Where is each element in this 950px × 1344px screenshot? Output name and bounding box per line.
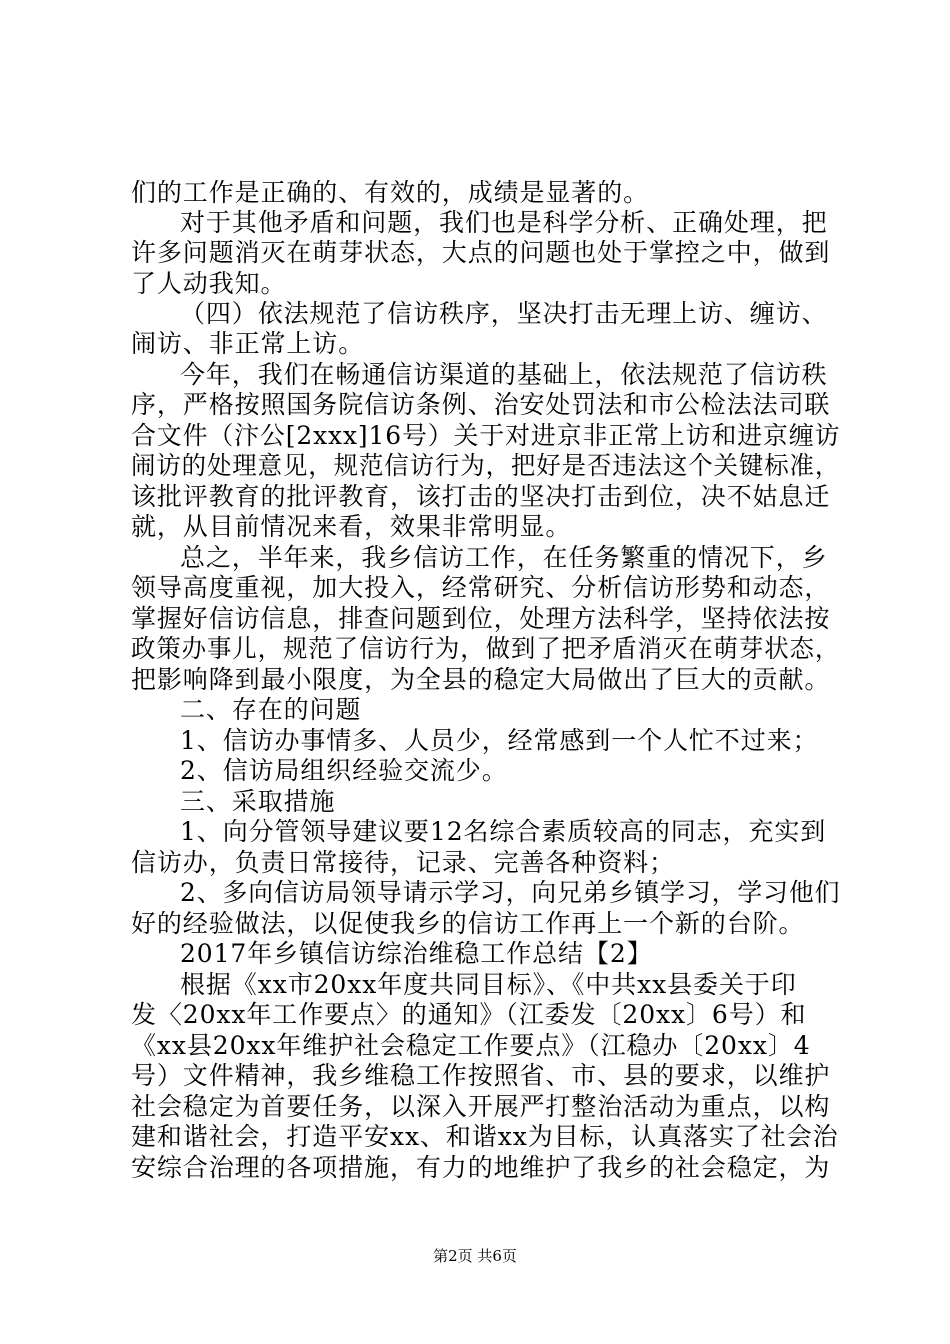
body-text-line: 领导高度重视，加大投入，经常研究、分析信访形势和动态，	[131, 573, 831, 602]
body-text-line: 政策办事儿，规范了信访行为，做到了把矛盾消灭在萌芽状态，	[131, 634, 841, 663]
body-text-line: 了人动我知。	[131, 269, 287, 298]
body-text-line: 闹访、非正常上访。	[131, 329, 365, 358]
body-text-line: 发〈20xx年工作要点〉的通知》（江委发〔20xx〕6号）和	[131, 1000, 807, 1029]
list-item: 1、向分管领导建议要12名综合素质较高的同志，充实到	[180, 817, 827, 846]
body-text-line: 总之，半年来，我乡信访工作，在任务繁重的情况下，乡	[180, 543, 828, 572]
body-text-line: 根据《xx市20xx年度共同目标》、《中共xx县委关于印	[180, 970, 797, 999]
section-heading: 三、采取措施	[180, 787, 336, 816]
body-text-line: 该批评教育的批评教育，该打击的坚决打击到位，决不姑息迁	[131, 482, 831, 511]
body-text-line: 好的经验做法，以促使我乡的信访工作再上一个新的台阶。	[131, 909, 805, 938]
body-text-line: 号）文件精神，我乡维稳工作按照省、市、县的要求，以维护	[131, 1061, 831, 1090]
body-text-line: 们的工作是正确的、有效的，成绩是显著的。	[131, 178, 650, 207]
body-text-line: 把影响降到最小限度，为全县的稳定大局做出了巨大的贡献。	[131, 665, 831, 694]
document-subtitle: 2017年乡镇信访综治维稳工作总结【2】	[180, 939, 653, 968]
body-text-line: 安综合治理的各项措施，有力的地维护了我乡的社会稳定，为	[131, 1153, 831, 1182]
body-text-line: 对于其他矛盾和问题，我们也是科学分析、正确处理，把	[180, 208, 828, 237]
body-text-line: 就，从目前情况来看，效果非常明显。	[131, 512, 572, 541]
list-item: 2、信访局组织经验交流少。	[180, 756, 508, 785]
body-text-line: 今年，我们在畅通信访渠道的基础上，依法规范了信访秩	[180, 360, 828, 389]
body-text-line: 信访办，负责日常接待，记录、完善各种资料；	[131, 848, 675, 877]
body-text-line: 建和谐社会，打造平安xx、和谐xx为目标，认真落实了社会治	[131, 1122, 839, 1151]
list-item: 2、多向信访局领导请示学习，向兄弟乡镇学习，学习他们	[180, 878, 841, 907]
body-text-line: 掌握好信访信息，排查问题到位，处理方法科学，坚持依法按	[131, 604, 831, 633]
section-heading: 二、存在的问题	[180, 695, 362, 724]
page-number-footer: 第2页 共6页	[433, 1247, 517, 1265]
list-item: 1、信访办事情多、人员少，经常感到一个人忙不过来；	[180, 726, 819, 755]
body-text-line: 社会稳定为首要任务，以深入开展严打整治活动为重点，以构	[131, 1092, 831, 1121]
body-text-line: 《xx县20xx年维护社会稳定工作要点》（江稳办〔20xx〕4	[131, 1031, 811, 1060]
section-heading: （四）依法规范了信访秩序，坚决打击无理上访、缠访、	[180, 299, 828, 328]
body-text-line: 合文件（汴公[2xxx]16号）关于对进京非正常上访和进京缠访	[131, 421, 841, 450]
body-text-line: 许多问题消灭在萌芽状态，大点的问题也处于掌控之中，做到	[131, 238, 831, 267]
body-text-line: 闹访的处理意见，规范信访行为，把好是否违法这个关键标准，	[131, 451, 841, 480]
body-text-line: 序，严格按照国务院信访条例、治安处罚法和市公检法法司联	[131, 390, 831, 419]
